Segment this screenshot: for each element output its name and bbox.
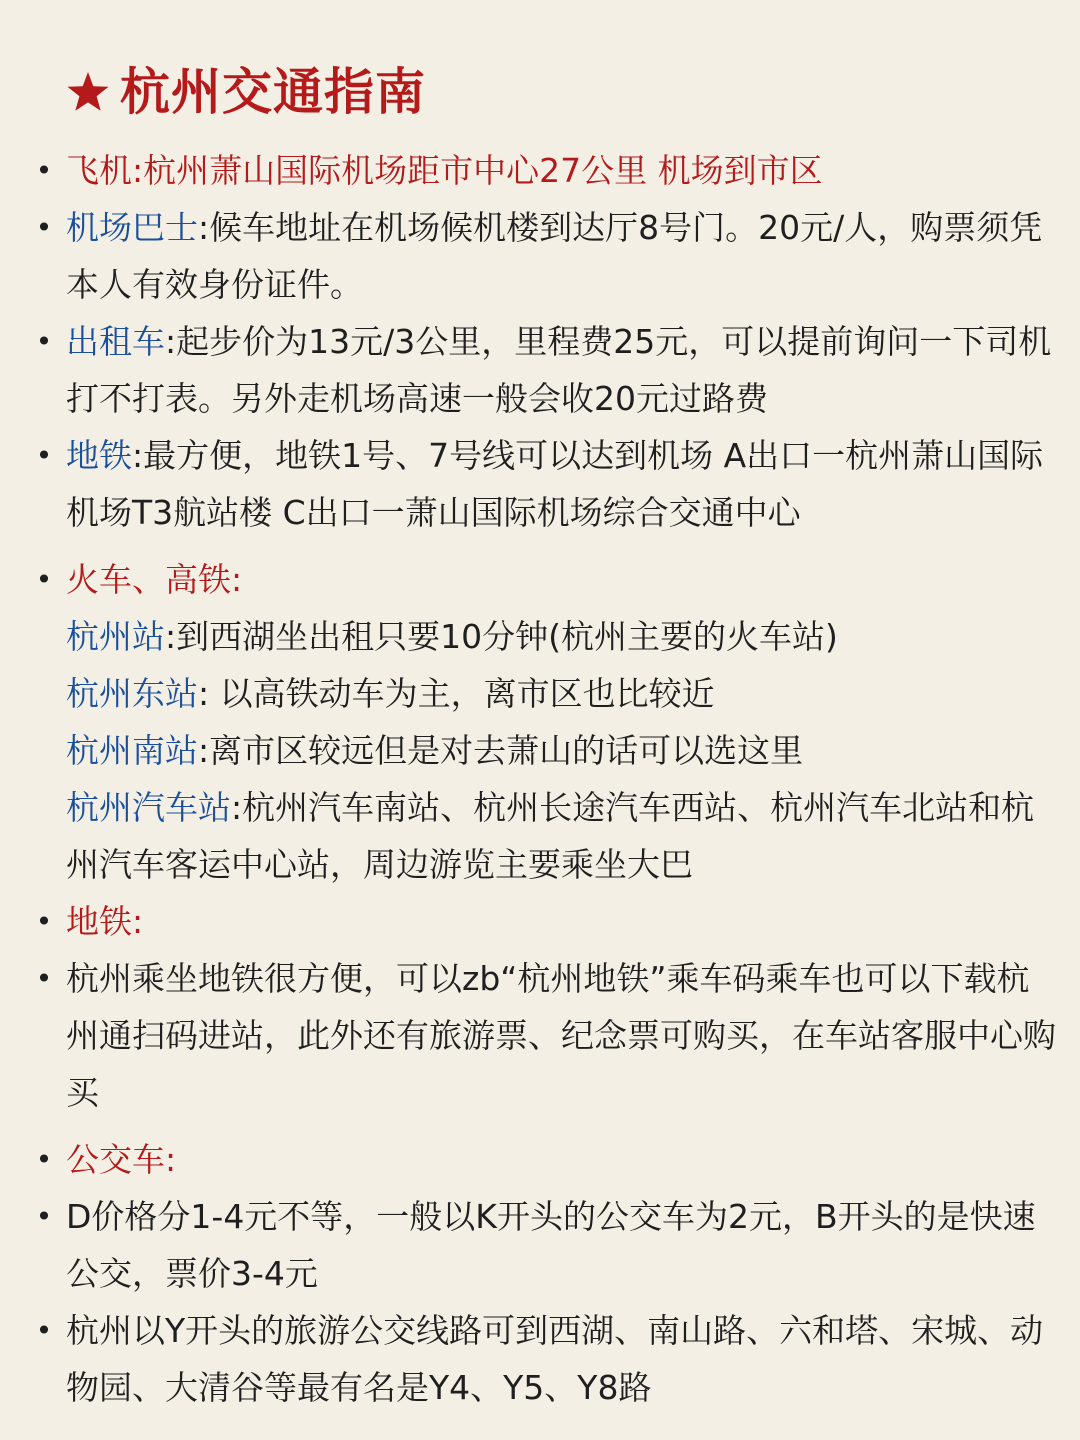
station-label: 杭州南站 (66, 731, 198, 770)
bullet: • (35, 1143, 53, 1176)
station-label: 杭州站 (66, 617, 165, 656)
list-item-plane (35, 142, 1058, 199)
bullet: • (35, 962, 53, 995)
station-text: :离市区较远但是对去萧山的话可以选这里 (198, 731, 804, 770)
list-item-bus-text-1 (35, 1188, 1058, 1302)
list-item-subway-heading (35, 893, 1058, 950)
metro-label: 地铁 (66, 436, 132, 475)
plane-text: 飞机:杭州萧山国际机场距市中心27公里 机场到市区 (66, 151, 823, 190)
star-icon (66, 70, 110, 114)
station-hangzhou (66, 608, 1058, 665)
subway-heading: 地铁: (66, 902, 144, 941)
bullet: • (35, 325, 53, 358)
bullet: • (35, 1314, 53, 1347)
list-item-bus-text-2 (35, 1302, 1058, 1416)
station-text: : 以高铁动车为主，离市区也比较近 (198, 674, 715, 713)
station-text: :杭州汽车南站、杭州长途汽车西站、杭州汽车北站和杭州汽车客运中心站，周边游览主要乘坐大巴 (66, 788, 1035, 884)
bullet: • (35, 563, 53, 596)
airport-bus-label: 机场巴士 (66, 208, 198, 247)
list-item-bus-heading (35, 1131, 1058, 1188)
bullet: • (35, 154, 53, 187)
bullet: • (35, 211, 53, 244)
airport-bus-text: :候车地址在机场候机楼到达厅8号门。20元/人，购票须凭本人有效身份证件。 (66, 208, 1043, 304)
taxi-label: 出租车 (66, 322, 165, 361)
taxi-text: :起步价为13元/3公里，里程费25元，可以提前询问一下司机打不打表。另外走机场高速一般会收20元过路费 (66, 322, 1052, 418)
station-hangzhou-bus (66, 779, 1058, 893)
title-text: 杭州交通指南 (120, 63, 426, 121)
bullet: • (35, 439, 53, 472)
page-title (66, 50, 1058, 134)
bullet: • (35, 1200, 53, 1233)
list-item-subway-text (35, 950, 1058, 1121)
station-hangzhou-south (66, 722, 1058, 779)
bullet: • (35, 905, 53, 938)
list-item-train (35, 551, 1058, 608)
list-item-airport-bus (35, 199, 1058, 313)
train-heading: 火车、高铁: (66, 560, 243, 599)
bus-text-2: 杭州以Y开头的旅游公交线路可到西湖、南山路、六和塔、宋城、动物园、大清谷等最有名是Y4、Y5、Y8路 (66, 1311, 1044, 1407)
station-label: 杭州汽车站 (66, 788, 231, 827)
station-label: 杭州东站 (66, 674, 198, 713)
bus-heading: 公交车: (66, 1140, 177, 1179)
metro-text: :最方便，地铁1号、7号线可以达到机场 A出口一杭州萧山国际机场T3航站楼 C出口一萧山国际机场综合交通中心 (66, 436, 1044, 532)
bus-text-1: D价格分1-4元不等，一般以K开头的公交车为2元，B开头的是快速公交，票价3-4元 (66, 1197, 1036, 1293)
station-text: :到西湖坐出租只要10分钟(杭州主要的火车站) (165, 617, 838, 656)
list-item-taxi (35, 313, 1058, 427)
subway-text: 杭州乘坐地铁很方便，可以zb“杭州地铁”乘车码乘车也可以下载杭州通扫码进站，此外还有旅游票、纪念票可购买，在车站客服中心购买 (66, 959, 1056, 1112)
station-hangzhou-east (66, 665, 1058, 722)
list-item-metro (35, 427, 1058, 541)
